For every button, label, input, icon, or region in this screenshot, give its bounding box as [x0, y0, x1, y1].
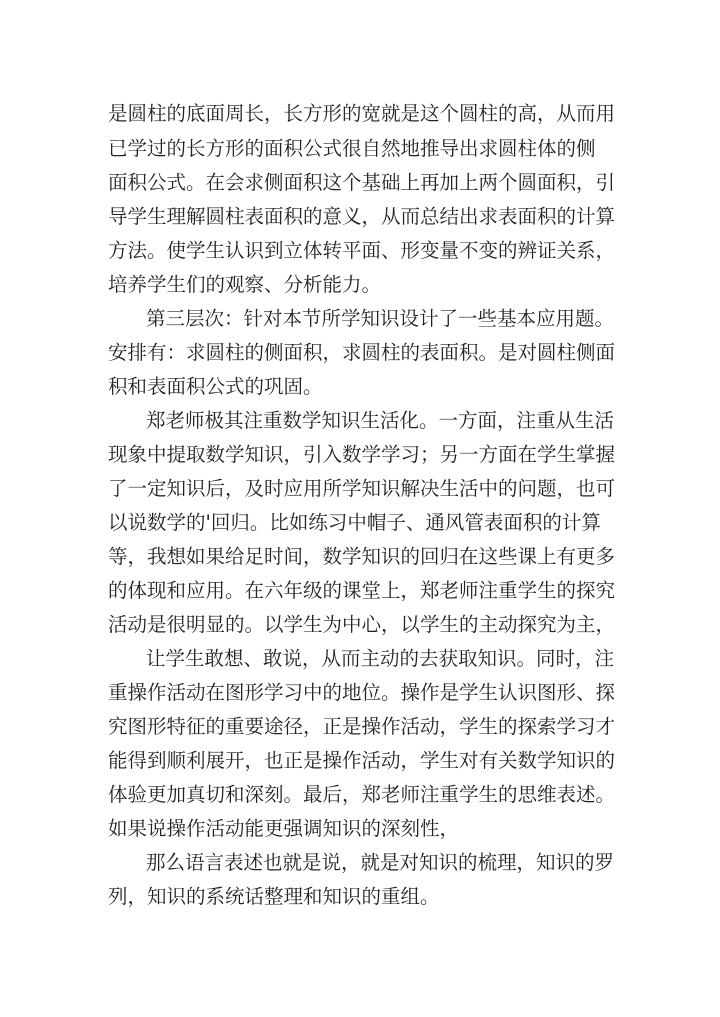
text-line: 让学生敢想、敢说，从而主动的去获取知识。同时，注	[146, 647, 615, 670]
text-line: 能得到顺利展开，也正是操作活动，学生对有关数学知识的	[108, 749, 616, 772]
text-line: 活动是很明显的。以学生为中心，以学生的主动探究为主，	[108, 613, 616, 636]
text-line: 积和表面积公式的巩固。	[108, 375, 323, 398]
text-line: 是圆柱的底面周长，长方形的宽就是这个圆柱的高，从而用	[108, 102, 616, 125]
text-line: 的体现和应用。在六年级的课堂上，郑老师注重学生的探究	[108, 579, 616, 602]
text-line: 如果说操作活动能更强调知识的深刻性，	[108, 817, 460, 840]
text-line: 第三层次：针对本节所学知识设计了一些基本应用题。	[146, 307, 615, 330]
text-line: 体验更加真切和深刻。最后，郑老师注重学生的思维表述。	[108, 783, 616, 806]
text-line: 那么语言表述也就是说，就是对知识的梳理，知识的罗	[146, 851, 615, 874]
text-line: 以说数学的'回归。比如练习中帽子、通风管表面积的计算	[108, 511, 601, 534]
text-line: 郑老师极其注重数学知识生活化。一方面，注重从生活	[146, 409, 615, 432]
text-line: 重操作活动在图形学习中的地位。操作是学生认识图形、探	[108, 681, 616, 704]
text-line: 安排有：求圆柱的侧面积，求圆柱的表面积。是对圆柱侧面	[108, 341, 616, 364]
text-line: 方法。使学生认识到立体转平面、形变量不变的辨证关系，	[108, 239, 616, 262]
text-line: 列，知识的系统话整理和知识的重组。	[108, 885, 440, 908]
text-line: 已学过的长方形的面积公式很自然地推导出求圆柱体的侧	[108, 137, 596, 160]
text-line: 了一定知识后，及时应用所学知识解决生活中的问题，也可	[108, 477, 616, 500]
text-line: 究图形特征的重要途径，正是操作活动，学生的探索学习才	[108, 715, 616, 738]
text-line: 培养学生们的观察、分析能力。	[108, 273, 382, 296]
text-line: 现象中提取数学知识，引入数学学习；另一方面在学生掌握	[108, 443, 616, 466]
text-line: 等，我想如果给足时间，数学知识的回归在这些课上有更多	[108, 545, 616, 568]
text-line: 导学生理解圆柱表面积的意义，从而总结出求表面积的计算	[108, 205, 616, 228]
text-line: 面积公式。在会求侧面积这个基础上再加上两个圆面积，引	[108, 171, 616, 194]
